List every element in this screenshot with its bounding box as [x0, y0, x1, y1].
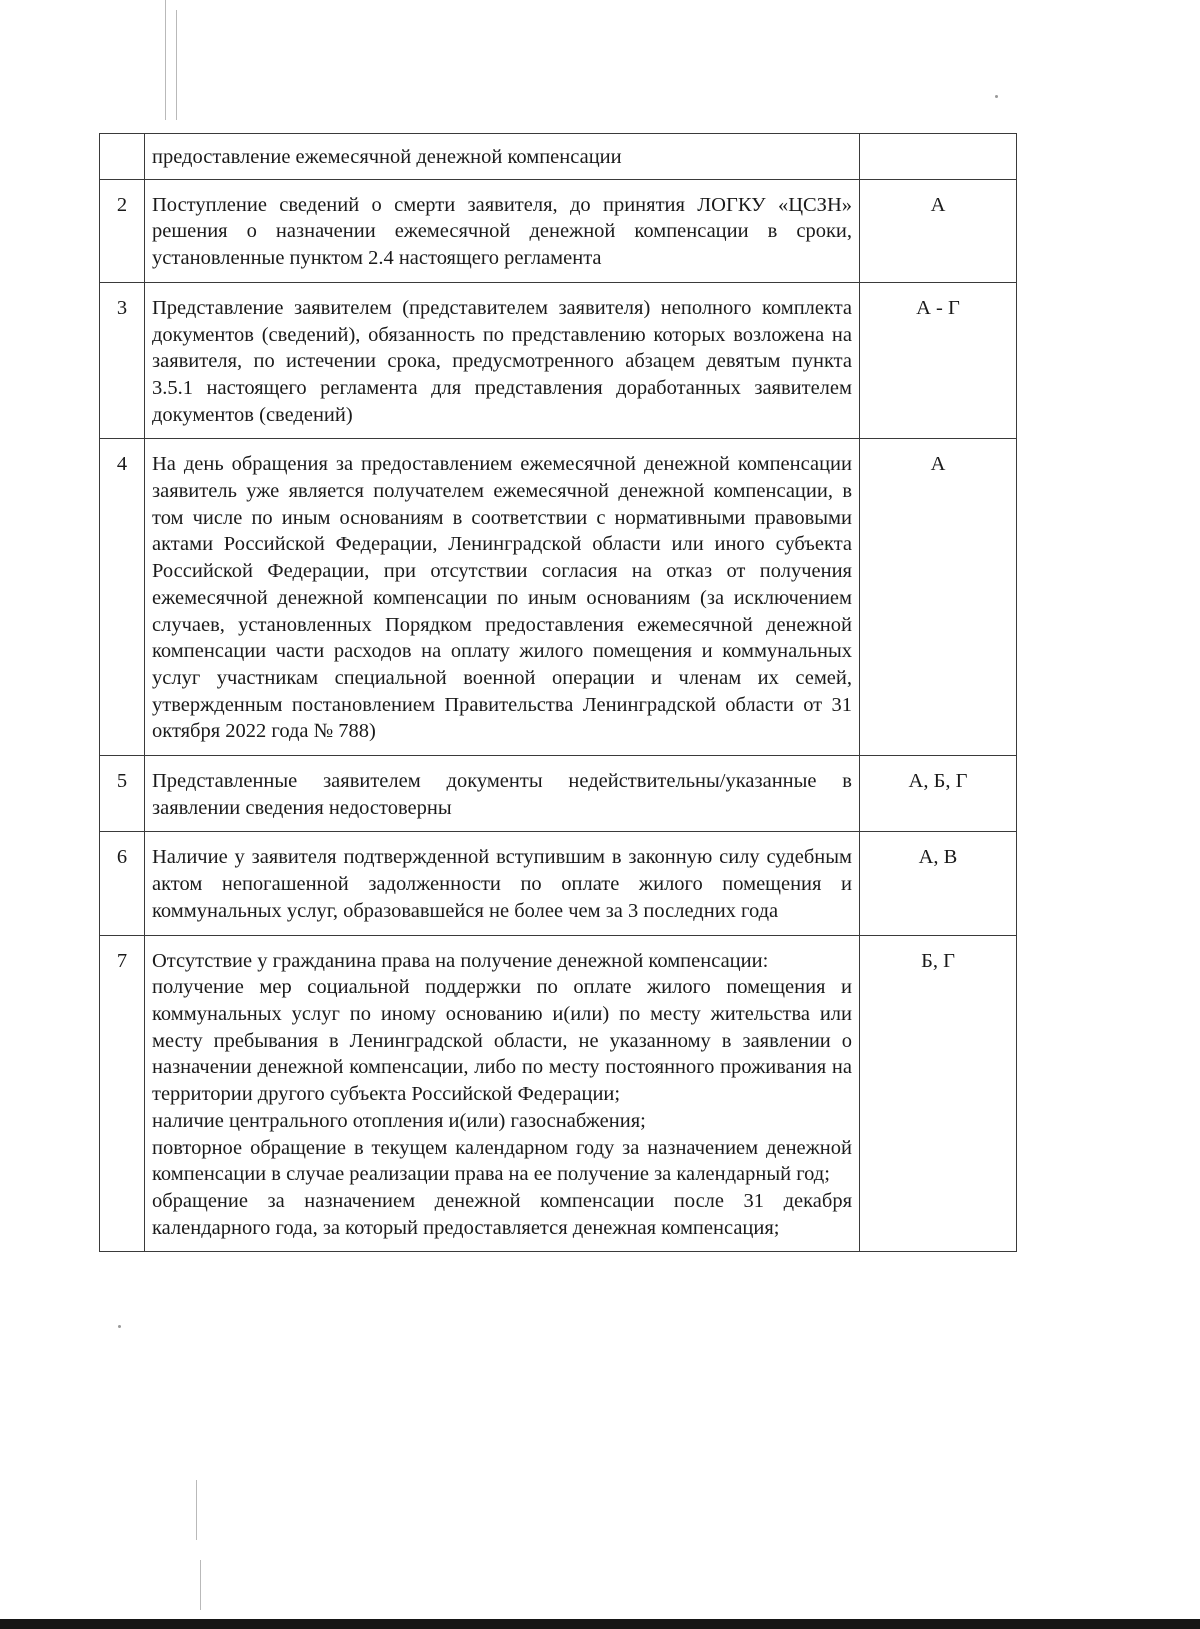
table-row — [100, 935, 1017, 1252]
row-number: 3 — [100, 282, 145, 439]
row-paragraph: получение мер социальной поддержки по оплате жилого помещения и коммунальных услуг по иному основанию и(или) по месту жительства или месту пребывания в Ленинградской области, не указанному в заявлении о назначении денежной компенсации, либо по месту постоянного проживания на территории другого субъекта Российской Федерации; — [152, 976, 852, 1106]
row-code: Б, Г — [860, 935, 1017, 1252]
row-number: 4 — [100, 439, 145, 756]
row-paragraph: Отсутствие у гражданина права на получение денежной компенсации: — [152, 949, 769, 972]
row-text — [145, 832, 860, 935]
row-paragraph: предоставление ежемесячной денежной компенсации — [152, 146, 622, 168]
row-paragraph: На день обращения за предоставлением ежемесячной денежной компенсации заявитель уже является получателем ежемесячной денежной компенсации, в том числе по иным основаниям в соответствии с нормативными правовыми актами Российской Федерации, Ленинградской области или иного субъекта Российской Федерации, при отсутствии согласия на отказ от получения ежемесячной денежной компенсации по иным основаниям (за исключением случаев, установленных Порядком предоставления ежемесячной денежной компенсации части расходов на оплату жилого помещения и коммунальных услуг участникам специальной военной операции и членам их семей, утвержденным постановлением Правительства Ленинградской области от 31 октября 2022 года № 788) — [152, 453, 852, 743]
row-number: 5 — [100, 756, 145, 832]
table-row — [100, 756, 1017, 832]
row-paragraph: обращение за назначением денежной компенсации после 31 декабря календарного года, за который предоставляется денежная компенсация; — [152, 1189, 852, 1239]
scan-artifact-line — [200, 1560, 201, 1610]
row-text — [145, 282, 860, 439]
row-code: А — [860, 439, 1017, 756]
row-number: 7 — [100, 935, 145, 1252]
row-number: 2 — [100, 179, 145, 282]
table-row — [100, 832, 1017, 935]
row-number — [100, 134, 145, 180]
row-paragraph: Наличие у заявителя подтвержденной вступившим в законную силу судебным актом непогашенной задолженности по оплате жилого помещения и коммунальных услуг, образовавшейся не более чем за 3 последних года — [152, 846, 852, 922]
scan-artifact-dot — [995, 95, 998, 98]
row-text — [145, 935, 860, 1252]
table-row — [100, 179, 1017, 282]
row-paragraph: Поступление сведений о смерти заявителя, до принятия ЛОГКУ «ЦСЗН» решения о назначении ежемесячной денежной компенсации в сроки, установленные пунктом 2.4 настоящего регламента — [152, 193, 852, 270]
scan-artifact-dot — [118, 1325, 121, 1328]
table-row — [100, 439, 1017, 756]
scan-artifact-line — [176, 10, 177, 120]
scan-artifact-line — [196, 1480, 197, 1540]
row-text — [145, 439, 860, 756]
table-row — [100, 282, 1017, 439]
row-paragraph: Представленные заявителем документы недействительны/указанные в заявлении сведения недостоверны — [152, 770, 852, 819]
row-code: А, В — [860, 832, 1017, 935]
table-row — [100, 134, 1017, 180]
row-code: А, Б, Г — [860, 756, 1017, 832]
row-text — [145, 134, 860, 180]
row-code: А — [860, 179, 1017, 282]
table-body — [100, 134, 1017, 1252]
row-code: А - Г — [860, 282, 1017, 439]
row-text — [145, 756, 860, 832]
scan-bottom-edge — [0, 1619, 1200, 1629]
row-paragraph: наличие центрального отопления и(или) газоснабжения; — [152, 1109, 646, 1132]
row-paragraph: Представление заявителем (представителем заявителя) неполного комплекта документов (сведений), обязанность по представлению которых возложена на заявителя, по истечении срока, предусмотренного абзацем девятым пункта 3.5.1 настоящего регламента для представления доработанных заявителем документов (сведений) — [152, 296, 852, 426]
row-paragraph: повторное обращение в текущем календарном году за назначением денежной компенсации в случае реализации права на ее получение за календарный год; — [152, 1136, 852, 1186]
scan-artifact-line — [165, 0, 166, 120]
row-number: 6 — [100, 832, 145, 935]
row-text — [145, 179, 860, 282]
row-code — [860, 134, 1017, 180]
grounds-table — [99, 133, 1017, 1252]
